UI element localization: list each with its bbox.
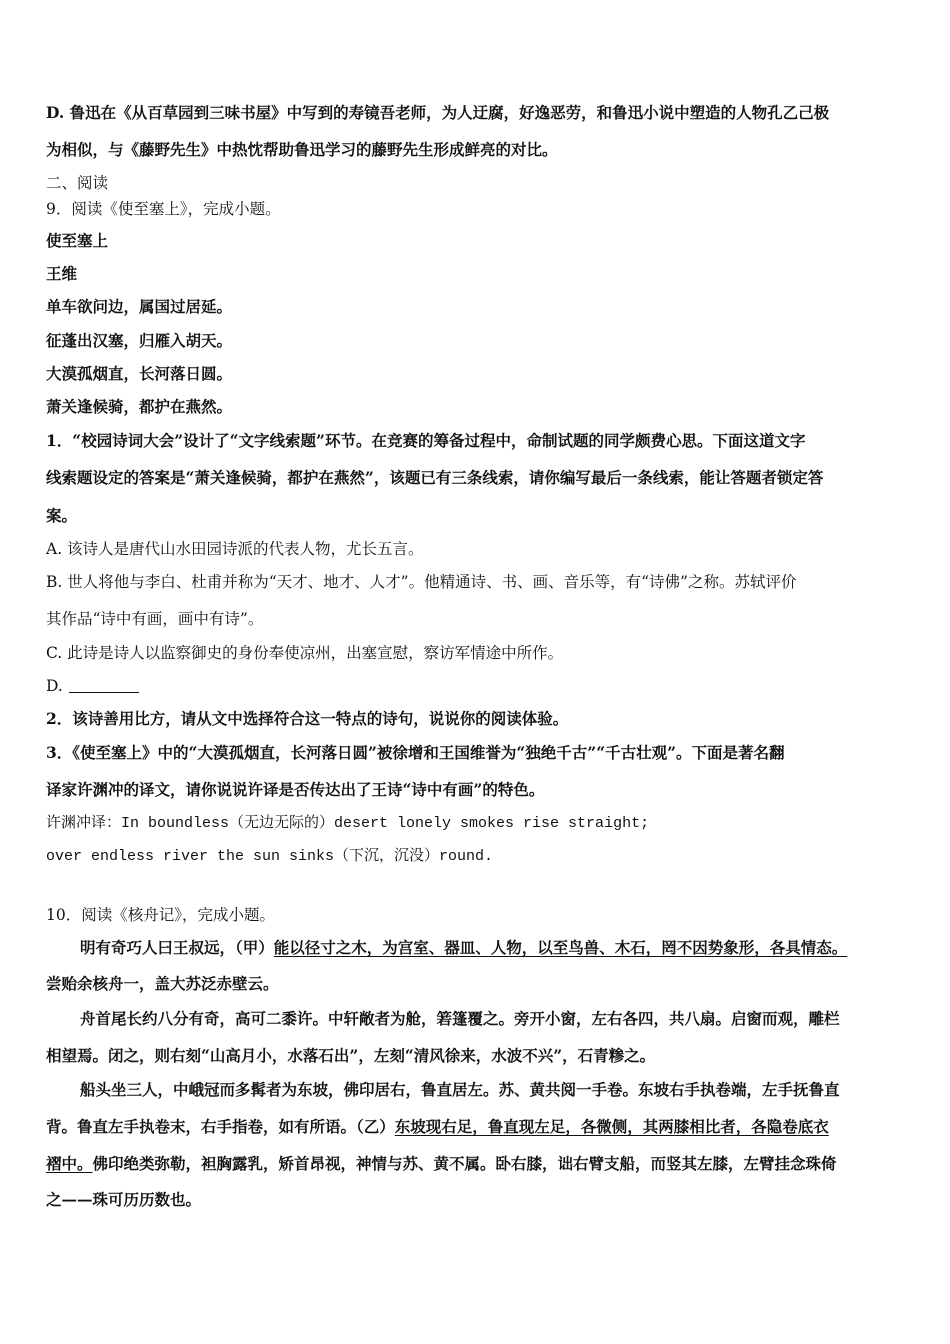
option-a: A. 该诗人是唐代山水田园诗派的代表人物，尤长五言。 [46,540,424,558]
q9-sub1-line-1: 1．“校园诗词大会”设计了“文字线索题”环节。在竞赛的筹备过程中，命制试题的同学颇费心思。下面这道文字 [46,431,806,450]
q9-title: 9．阅读《使至塞上》，完成小题。 [46,200,281,218]
passage-p3-line-1: 船头坐三人，中峨冠而多髯者为东坡，佛印居右，鲁直居左。苏、黄共阅一手卷。东坡右手执卷端，左手抚鲁直 [80,1080,840,1099]
passage-p3-line-4: 之——珠可历历数也。 [46,1190,202,1209]
passage-p2-line-2: 相望焉。闭之，则右刻“山高月小，水落石出”，左刻“清风徐来，水波不兴”，石青糁之。 [46,1046,656,1065]
passage-text: 佛印绝类弥勒，袒胸露乳，矫首昂视，神情与苏、黄不属。卧右膝，诎右臂支船，而竖其左膝，左臂挂念珠倚 [92,1154,837,1173]
passage-p2-line-1: 舟首尾长约八分有奇，高可二黍许。中轩敞者为舱，箬篷覆之。旁开小窗，左右各四，共八扇。启窗而观，雕栏 [80,1009,840,1028]
passage-p3-line-2 [46,1117,829,1137]
q9-sub2: 2．该诗善用比方，请从文中选择符合这一特点的诗句，说说你的阅读体验。 [46,709,569,728]
passage-text: 明有奇巧人曰王叔远，（甲） [80,938,274,957]
underlined-sentence-jia: 能以径寸之木，为宫室、器皿、人物，以至鸟兽、木石，罔不因势象形，各具情态。 [273,938,848,957]
poem-line: 单车欲问边，属国过居延。 [46,297,233,316]
q9-sub3-line-1: 3．《使至塞上》中的“大漠孤烟直，长河落日圆”被徐增和王国维誉为“独绝千古”“千古壮观”。下面是著名翻 [46,743,785,762]
option-b-line-1: B. 世人将他与李白、杜甫并称为“天才、地才、人才”。他精通诗、书、画、音乐等，有“诗佛”之称。苏轼评价 [46,573,797,591]
passage-p3-line-3 [46,1154,837,1174]
q9-sub3-line-2: 译家许渊冲的译文，请你说说许译是否传达出了王诗“诗中有画”的特色。 [46,780,545,799]
underlined-sentence-yi-end: 褶中。 [46,1154,93,1173]
passage-p1-line-2: 尝贻余核舟一，盖大苏泛赤壁云。 [46,974,279,993]
underlined-sentence-yi: 东坡现右足，鲁直现左足，各微侧，其两膝相比者，各隐卷底衣 [394,1117,829,1136]
poem-line: 大漠孤烟直，长河落日圆。 [46,364,233,383]
passage-text: 背。鲁直左手执卷末，右手指卷，如有所语。（乙） [46,1117,395,1136]
q10-title: 10．阅读《核舟记》，完成小题。 [46,906,275,924]
option-d-line-1: D. 鲁迅在《从百草园到三味书屋》中写到的寿镜吾老师，为人迂腐，好逸恶劳，和鲁迅小说中塑造的人物孔乙己极 [46,103,830,122]
option-d-line-2: 为相似，与《藤野先生》中热忱帮助鲁迅学习的藤野先生形成鲜亮的对比。 [46,140,558,159]
answer-blank [69,678,139,693]
translation-line-2: over endless river the sun sinks（下沉，沉没）round. [46,848,494,865]
option-b-line-2: 其作品“诗中有画，画中有诗”。 [46,610,264,628]
poem-author: 王维 [46,264,78,283]
option-d-label: D. [46,677,63,695]
passage-p1-line-1 [80,938,847,958]
poem-title: 使至塞上 [46,231,109,250]
translation-line-1: 许渊冲译：In boundless（无边无际的）desert lonely smokes rise straight; [46,815,650,832]
option-d [46,676,139,696]
q9-sub1-line-3: 案。 [46,506,78,525]
poem-line: 萧关逢候骑，都护在燕然。 [46,397,233,416]
section-heading: 二、阅读 [46,174,109,192]
q9-sub1-line-2: 线索题设定的答案是“萧关逢候骑，都护在燕然”，该题已有三条线索，请你编写最后一条线索，能让答题者锁定答 [46,468,824,487]
poem-line: 征蓬出汉塞，归雁入胡天。 [46,331,233,350]
option-c: C. 此诗是诗人以监察御史的身份奉使凉州，出塞宣慰，察访军情途中所作。 [46,644,564,662]
